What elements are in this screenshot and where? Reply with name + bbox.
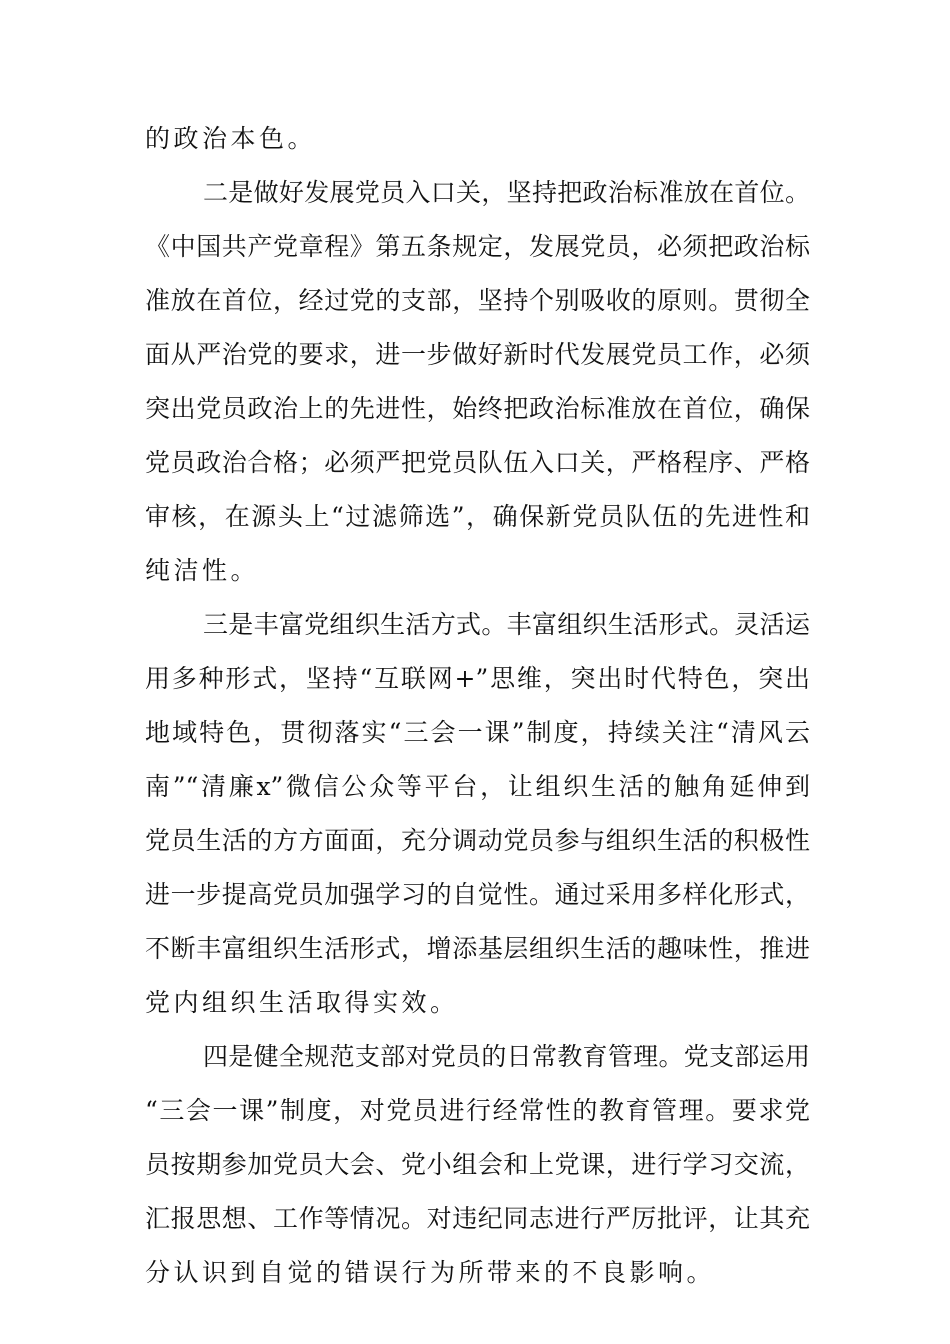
paragraph-2-line-1: 二是做好发展党员入口关，坚持把政治标准放在首位。 <box>203 178 810 207</box>
text-line: 《中国共产党章程》第五条规定，发展党员，必须把政治标 <box>145 232 810 261</box>
text-line: 汇报思想、工作等情况。对违纪同志进行严厉批评，让其充 <box>145 1204 810 1233</box>
text-line: 突出党员政治上的先进性，始终把政治标准放在首位，确保 <box>145 394 810 423</box>
text-line: 面从严治党的要求，进一步做好新时代发展党员工作，必须 <box>145 340 810 369</box>
text-line: 南”“清廉x”微信公众等平台，让组织生活的触角延伸到 <box>145 772 810 801</box>
paragraph-4-line-1: 四是健全规范支部对党员的日常教育管理。党支部运用 <box>203 1042 810 1071</box>
text-line: 的政治本色。 <box>145 124 317 153</box>
paragraph-3-line-1: 三是丰富党组织生活方式。丰富组织生活形式。灵活运 <box>203 610 810 639</box>
text-line: 分认识到自觉的错误行为所带来的不良影响。 <box>145 1258 716 1287</box>
document-body <box>145 112 810 1300</box>
text-line: 党员生活的方方面面，充分调动党员参与组织生活的积极性 <box>145 826 810 855</box>
text-line: 地域特色，贯彻落实“三会一课”制度，持续关注“清风云 <box>145 718 810 747</box>
text-line: 用多种形式，坚持“互联网+”思维，突出时代特色，突出 <box>145 664 810 693</box>
text-line: 纯洁性。 <box>145 556 260 585</box>
text-line: 进一步提高党员加强学习的自觉性。通过采用多样化形式， <box>145 880 810 909</box>
text-line: 准放在首位，经过党的支部，坚持个别吸收的原则。贯彻全 <box>145 286 810 315</box>
text-line: 审核，在源头上“过滤筛选”，确保新党员队伍的先进性和 <box>145 502 810 531</box>
text-line: 党内组织生活取得实效。 <box>145 988 459 1017</box>
text-line: 党员政治合格；必须严把党员队伍入口关，严格程序、严格 <box>145 448 810 477</box>
text-line: 不断丰富组织生活形式，增添基层组织生活的趣味性，推进 <box>145 934 810 963</box>
text-line: 员按期参加党员大会、党小组会和上党课，进行学习交流， <box>145 1150 810 1179</box>
text-line: “三会一课”制度，对党员进行经常性的教育管理。要求党 <box>145 1096 810 1125</box>
